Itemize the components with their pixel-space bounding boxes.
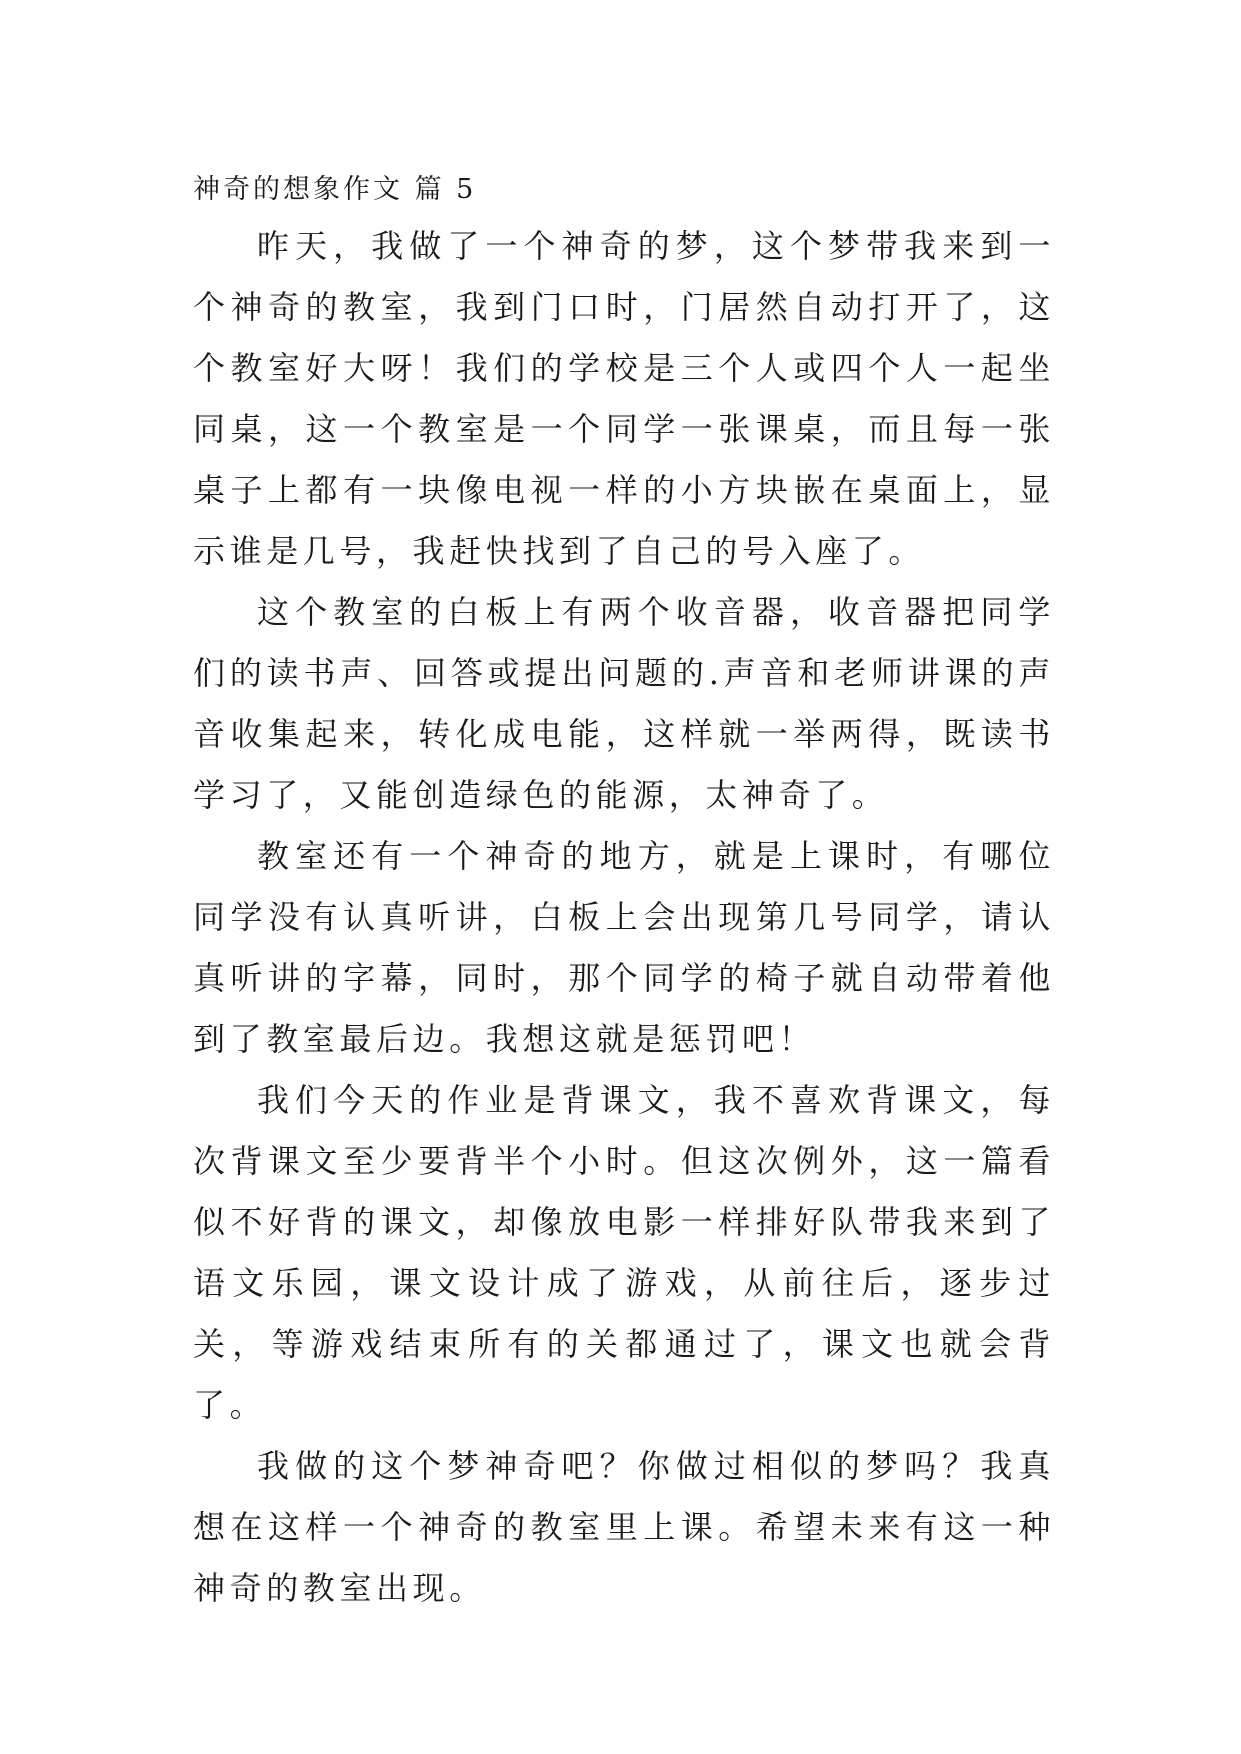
- paragraph-2: 这个教室的白板上有两个收音器，收音器把同学们的读书声、回答或提出问题的.声音和老师讲课的声音收集起来，转化成电能，这样就一举两得，既读书学习了，又能创造绿色的能源，太神奇了。: [193, 593, 1055, 814]
- paragraph-5: 我做的这个梦神奇吧？你做过相似的梦吗？我真想在这样一个神奇的教室里上课。希望未来有这一种神奇的教室出现。: [193, 1447, 1055, 1607]
- paragraph-1: 昨天，我做了一个神奇的梦，这个梦带我来到一个神奇的教室，我到门口时，门居然自动打开了，这个教室好大呀！我们的学校是三个人或四个人一起坐同桌，这一个教室是一个同学一张课桌，而且每一张桌子上都有一块像电视一样的小方块嵌在桌面上，显示谁是几号，我赶快找到了自己的号入座了。: [193, 227, 1055, 570]
- paragraph-4: 我们今天的作业是背课文，我不喜欢背课文，每次背课文至少要背半个小时。但这次例外，这一篇看似不好背的课文，却像放电影一样排好队带我来到了语文乐园，课文设计成了游戏，从前往后，逐步过关，等游戏结束所有的关都通过了，课文也就会背了。: [193, 1081, 1055, 1424]
- document-title: 神奇的想象作文 篇 5: [193, 174, 477, 205]
- paragraph-3: 教室还有一个神奇的地方，就是上课时，有哪位同学没有认真听讲，白板上会出现第几号同学，请认真听讲的字幕，同时，那个同学的椅子就自动带着他到了教室最后边。我想这就是惩罚吧！: [193, 837, 1055, 1058]
- document-body: [193, 164, 1055, 1619]
